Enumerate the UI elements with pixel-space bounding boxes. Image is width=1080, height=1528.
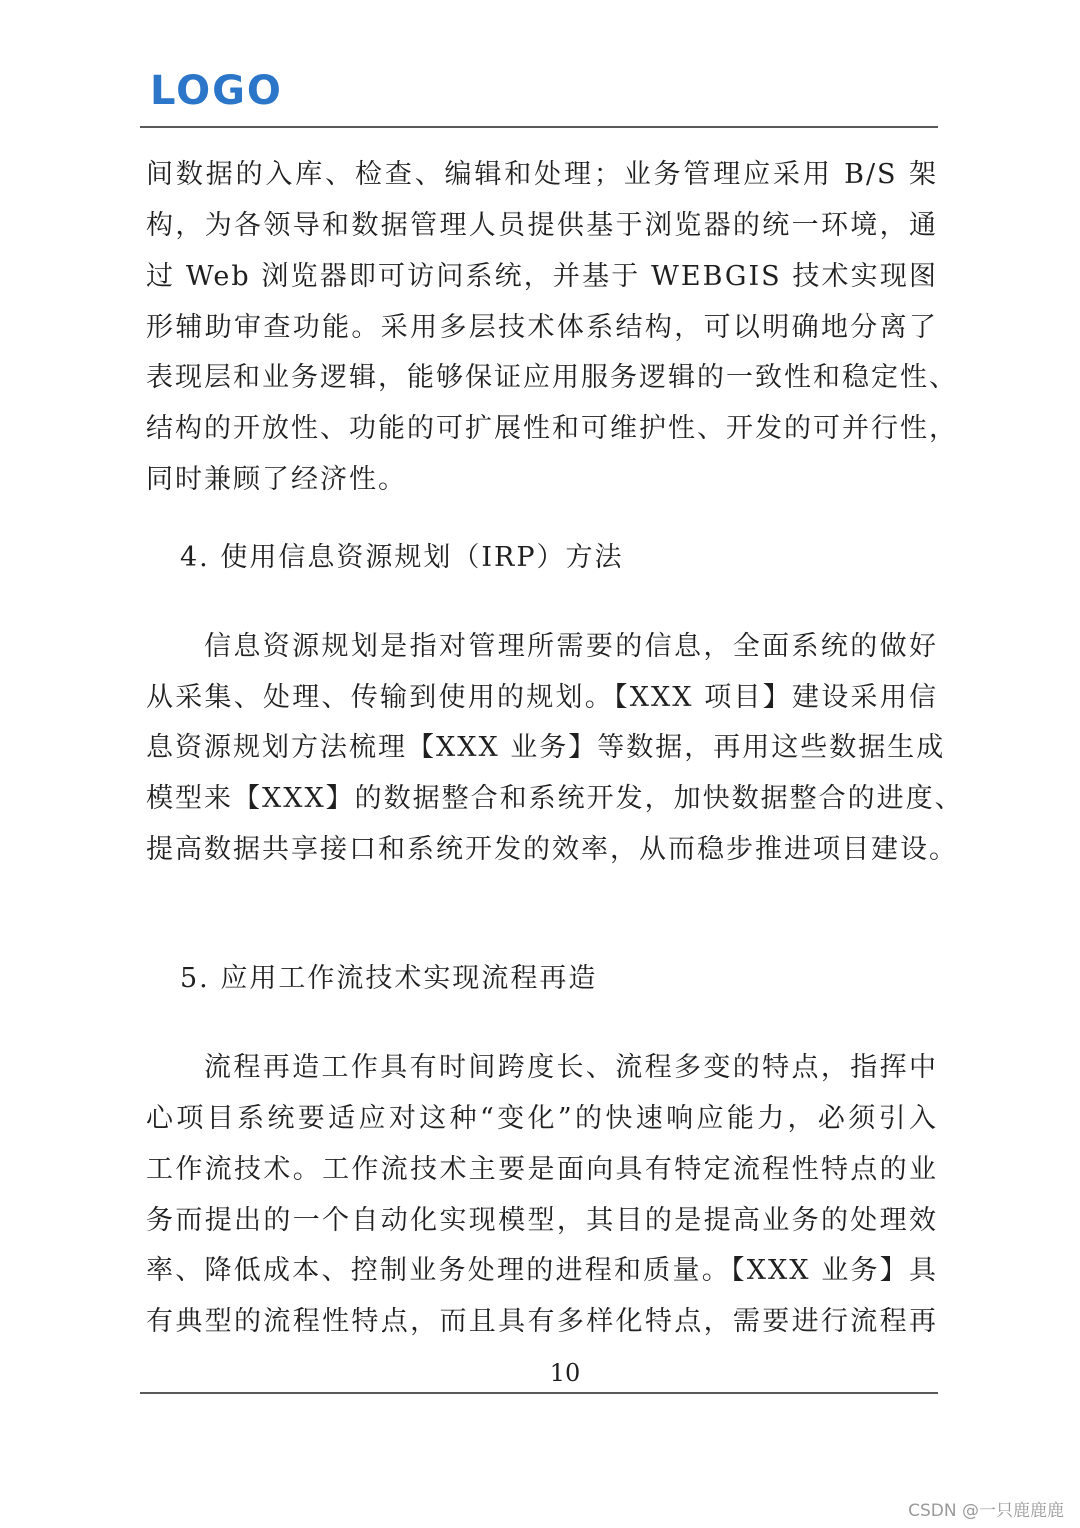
paragraph-line: 同时兼顾了经济性。: [146, 464, 407, 495]
paragraph-line: 间数据的入库、检查、编辑和处理；业务管理应采用 B/S 架: [146, 159, 938, 190]
footer-rule: [140, 1392, 938, 1394]
paragraph-line: 从采集、处理、传输到使用的规划。【XXX 项目】建设采用信: [146, 682, 938, 713]
paragraph-line: 形辅助审查功能。采用多层技术体系结构，可以明确地分离了: [146, 312, 938, 343]
watermark: CSDN @一只鹿鹿鹿: [908, 1501, 1064, 1521]
logo: LOGO: [150, 68, 283, 114]
paragraph-line: 模型来【XXX】的数据整合和系统开发，加快数据整合的进度、: [146, 783, 964, 814]
paragraph-line: 流程再造工作具有时间跨度长、流程多变的特点，指挥中: [204, 1052, 938, 1083]
paragraph-line: 务而提出的一个自动化实现模型，其目的是提高业务的处理效: [146, 1205, 938, 1236]
paragraph-line: 心项目系统要适应对这种“变化”的快速响应能力，必须引入: [146, 1103, 938, 1134]
paragraph-line: 息资源规划方法梳理【XXX 业务】等数据，再用这些数据生成: [146, 732, 946, 763]
paragraph-line: 构，为各领导和数据管理人员提供基于浏览器的统一环境，通: [146, 210, 938, 241]
paragraph-line: 工作流技术。工作流技术主要是面向具有特定流程性特点的业: [146, 1154, 938, 1185]
section-heading: 4. 使用信息资源规划（IRP）方法: [180, 542, 624, 573]
paragraph-line: 结构的开放性、功能的可扩展性和可维护性、开发的可并行性，: [146, 413, 958, 444]
paragraph-line: 有典型的流程性特点，而且具有多样化特点，需要进行流程再: [146, 1306, 938, 1337]
paragraph-line: 提高数据共享接口和系统开发的效率，从而稳步推进项目建设。: [146, 834, 958, 865]
page-number: 10: [549, 1359, 581, 1387]
paragraph-line: 信息资源规划是指对管理所需要的信息，全面系统的做好: [204, 631, 938, 662]
paragraph-line: 表现层和业务逻辑，能够保证应用服务逻辑的一致性和稳定性、: [146, 362, 958, 393]
paragraph-line: 率、降低成本、控制业务处理的进程和质量。【XXX 业务】具: [146, 1255, 938, 1286]
header-rule: [140, 126, 938, 128]
section-heading: 5. 应用工作流技术实现流程再造: [180, 963, 598, 994]
paragraph-line: 过 Web 浏览器即可访问系统，并基于 WEBGIS 技术实现图: [146, 261, 938, 292]
